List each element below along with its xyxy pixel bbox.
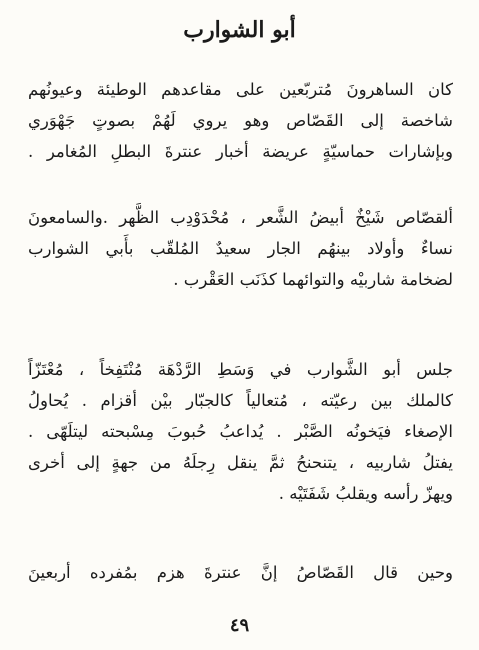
paragraph-line: وحين قال القَصّاصُ إنَّ عنترةَ هزم بمُفرده أربعينَ — [28, 563, 453, 582]
paragraph-4 — [28, 557, 453, 588]
paragraph-3 — [28, 354, 453, 509]
paragraph-line: جلس أبو الشَّوارب في وَسَطِ الرَّدْهَة مُنْتَفِخاً ، مُعْتَزّاً — [28, 360, 453, 379]
paragraph-line: شاخصة إلى القَصّاص وهو يروي لَهُمْ بصوتٍ جَهْوَري — [28, 111, 453, 130]
paragraph-1 — [28, 74, 453, 167]
paragraph-2 — [28, 202, 453, 295]
paragraph-line: وبإشارات حماسيّةٍ عريضة أخبار عنترةَ البطلِ المُغامر . — [28, 142, 453, 161]
paragraph-line: كان الساهرونَ مُتربّعين على مقاعدهم الوطيئة وعيونُهم — [28, 80, 453, 99]
paragraph-line: كالملك بين رعيّته ، مُتعالياً كالجبّار بيْن أقزام . يُحاولُ — [28, 391, 453, 410]
page-number: ٤٩ — [229, 615, 250, 636]
chapter-title: أبو الشوارب — [183, 17, 296, 43]
paragraph-line: يفتلُ شاربيه ، يتنحنحُ ثمَّ ينقل رِجلَهُ من جهةٍ إلى أخرى — [28, 453, 453, 472]
paragraph-line: ألقصّاص شَيْخٌ أبيضُ الشَّعر ، مُحْدَوْدِب الظَّهر .والسامعونَ — [28, 208, 453, 227]
paragraph-line: لضخامة شاربيْه والتوائهما كذَنَب العَقْرب . — [173, 270, 453, 289]
paragraph-line: نساءٌ وأولاد بينهُم الجار سعيدٌ المُلقّب بأَبي الشوارب — [28, 239, 453, 258]
paragraph-line: ويهزّ رأسه ويقلبُ شَفَتَيْه . — [278, 484, 453, 503]
paragraph-line: الإصغاء فيَخونُه الصَّبْر . يُداعبُ حُبوبَ مِسْبحته ليتلَهّى . — [28, 422, 453, 441]
